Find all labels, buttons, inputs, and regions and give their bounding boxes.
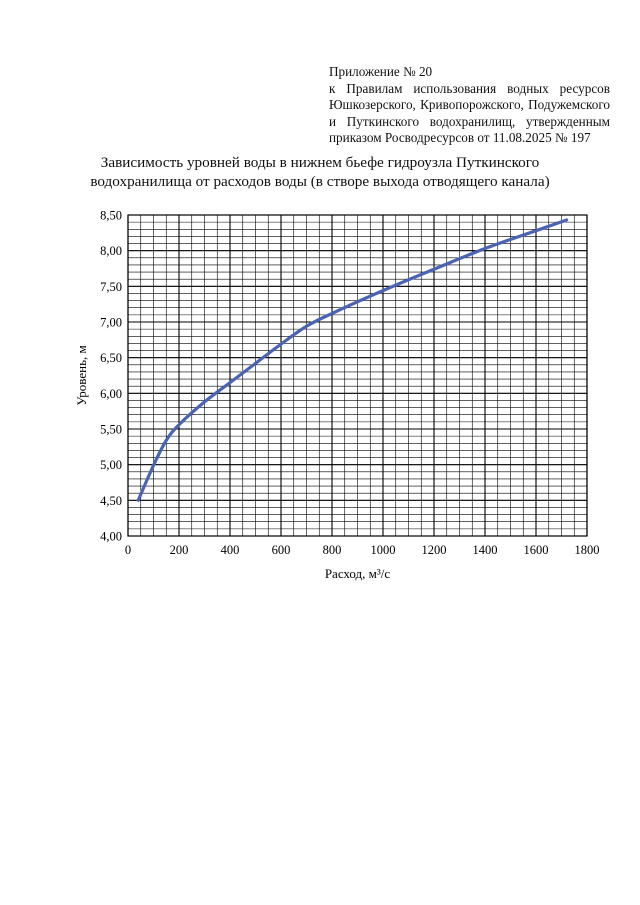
x-axis-label: Расход, м³/с — [324, 566, 391, 581]
minor-grid — [128, 215, 587, 536]
x-tick-label: 1200 — [421, 543, 447, 557]
appendix-line: Приложение № 20 — [329, 64, 433, 79]
y-axis-ticks — [100, 209, 122, 544]
x-tick-label: 200 — [169, 543, 189, 557]
y-tick-label: 8,00 — [100, 244, 122, 259]
x-tick-label: 800 — [322, 543, 342, 557]
y-axis-label: Уровень, м — [74, 345, 89, 406]
appendix-line: к Правилам использования водных ресурсов — [329, 80, 610, 96]
appendix-line: и Путкинского водохранилищ, утвержденным — [329, 113, 610, 129]
y-tick-label: 7,50 — [100, 279, 122, 294]
y-tick-label: 7,00 — [100, 315, 122, 330]
y-tick-label: 8,50 — [100, 208, 122, 223]
y-tick-label: 5,50 — [100, 422, 122, 437]
x-tick-label: 1800 — [574, 543, 600, 557]
series-layer — [138, 220, 566, 500]
x-tick-label: 600 — [271, 543, 291, 557]
appendix-line: Юшкозерского, Кривопорожского, Подужемского — [329, 97, 610, 112]
x-axis-ticks — [125, 543, 600, 557]
chart-title-line: Зависимость уровней воды в нижнем бьефе гидроузла Путкинского — [100, 154, 540, 171]
x-tick-label: 1400 — [472, 543, 498, 557]
x-tick-label: 400 — [220, 543, 240, 557]
chart-title-line: водохранилища от расходов воды (в створе выхода отводящего канала) — [90, 173, 550, 190]
x-tick-label: 1600 — [523, 543, 549, 557]
y-tick-label: 4,50 — [100, 493, 122, 508]
appendix-line: приказом Росводресурсов от 11.08.2025 № 197 — [329, 130, 591, 145]
y-tick-label: 6,00 — [100, 386, 122, 401]
x-tick-label: 0 — [124, 543, 132, 557]
y-tick-label: 6,50 — [100, 351, 122, 366]
series-line — [138, 220, 566, 500]
y-tick-label: 4,00 — [100, 529, 122, 544]
x-tick-label: 1000 — [370, 543, 396, 557]
y-tick-label: 5,00 — [100, 458, 122, 473]
